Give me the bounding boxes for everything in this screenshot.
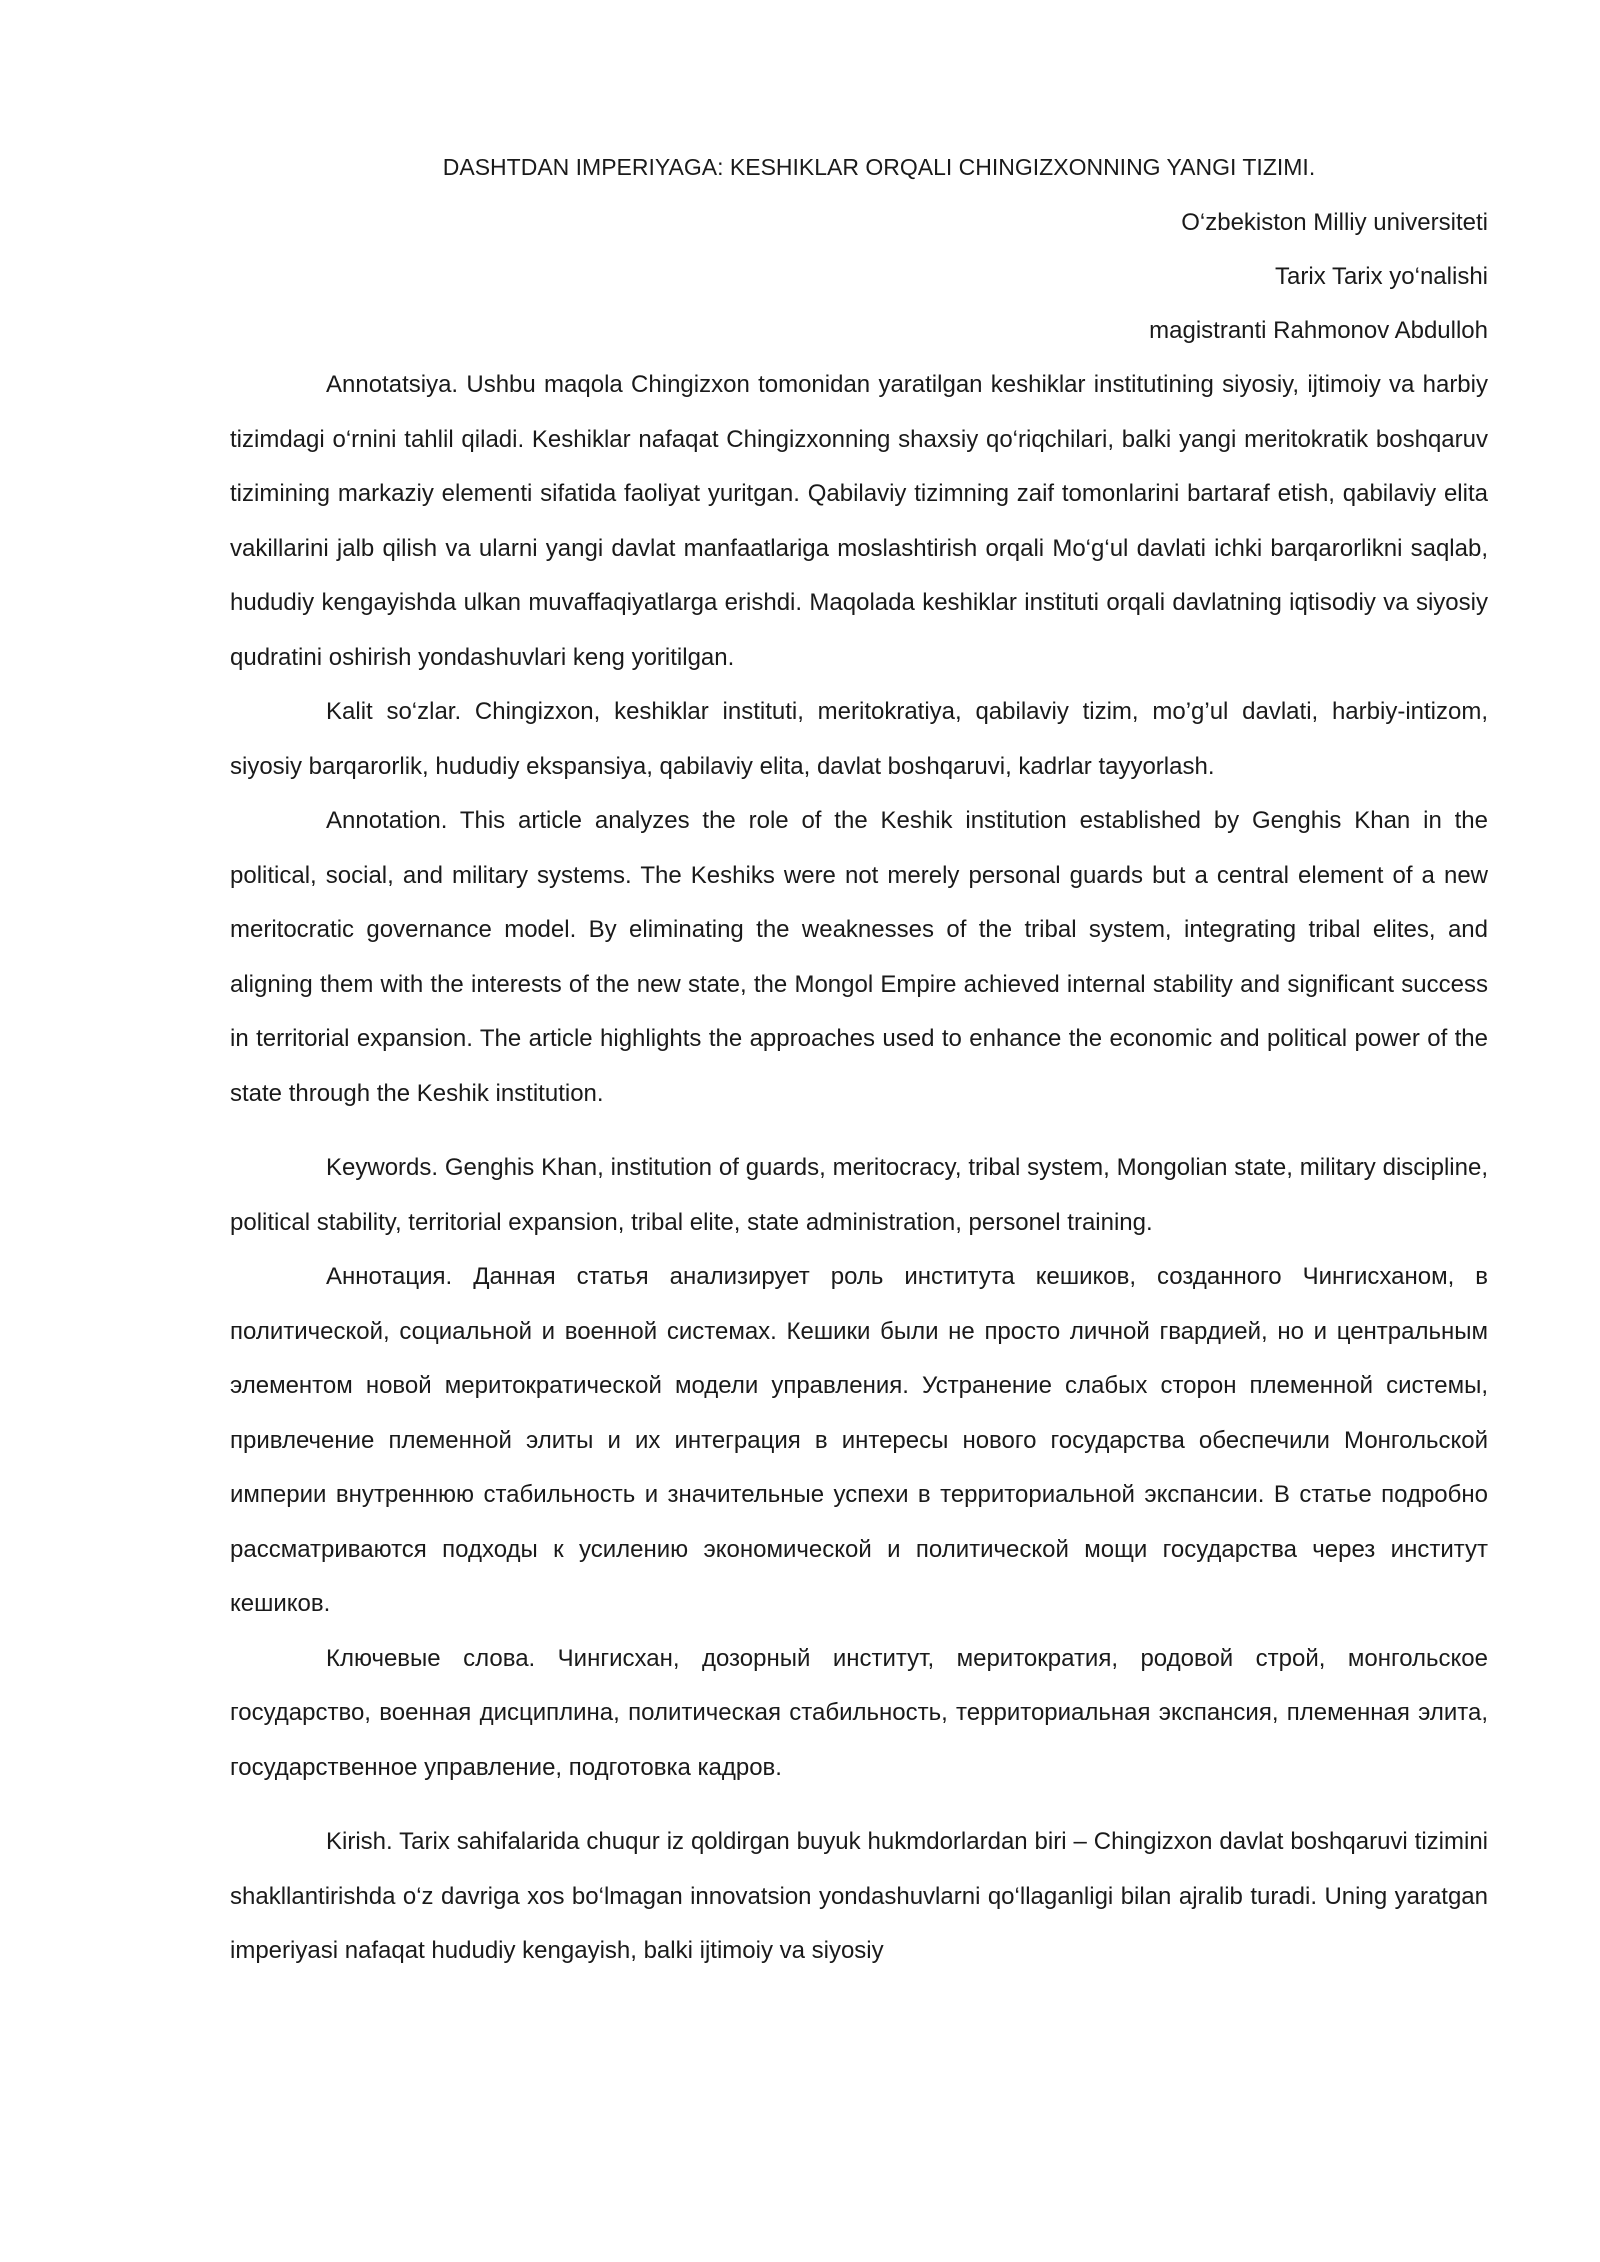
annotation-en: Annotation. This article analyzes the role of the Keshik institution established by Genghis Khan in the political, social, and military systems. The Keshiks were not merely personal guards but a central element of a new meritocratic governance model. By eliminating the weaknesses of the tribal system, integrating tribal elites, and aligning them with the interests of the new state, the Mongol Empire achieved internal stability and significant success in territorial expansion. The article highlights the approaches used to enhance the economic and political power of the state through the Keshik institution. bbox=[230, 807, 1488, 1107]
affiliation-university: O‘zbekiston Milliy universiteti bbox=[1181, 209, 1488, 236]
keywords-en: Keywords. Genghis Khan, institution of guards, meritocracy, tribal system, Mongolian state, military discipline, political stability, territorial expansion, tribal elite, state administration, personel training. bbox=[230, 1154, 1488, 1236]
keywords-ru: Ключевые слова. Чингисхан, дозорный институт, меритократия, родовой строй, монгольское государство, военная дисциплина, политическая стабильность, территориальная экспансия, племенная элита, государственное управление, подготовка кадров. bbox=[230, 1644, 1488, 1781]
annotation-uz: Annotatsiya. Ushbu maqola Chingizxon tomonidan yaratilgan keshiklar institutining siyosiy, ijtimoiy va harbiy tizimdagi o‘rnini tahlil qiladi. Keshiklar nafaqat Chingizxonning shaxsiy qo‘riqchilari, balki yangi meritokratik boshqaruv tizimining markaziy elementi sifatida faoliyat yuritgan. Qabilaviy tizimning zaif tomonlarini bartaraf etish, qabilaviy elita vakillarini jalb qilish va ularni yangi davlat manfaatlariga moslashtirish orqali Mo‘g‘ul davlati ichki barqarorlikni saqlab, hududiy kengayishda ulkan muvaffaqiyatlarga erishdi. Maqolada keshiklar instituti orqali davlatning iqtisodiy va siyosiy qudratini oshirish yondashuvlari keng yoritilgan. bbox=[230, 371, 1488, 671]
annotation-ru: Аннотация. Данная статья анализирует роль института кешиков, созданного Чингисханом, в политической, социальной и военной системах. Кешики были не просто личной гвардией, но и центральным элементом новой меритократической модели управления. Устранение слабых сторон племенной системы, привлечение племенной элиты и их интеграция в интересы нового государства обеспечили Монгольской империи внутреннюю стабильность и значительные успехи в территориальной экспансии. В статье подробно рассматриваются подходы к усилению экономической и политической мощи государства через институт кешиков. bbox=[230, 1263, 1488, 1617]
article-title: DASHTDAN IMPERIYAGA: KESHIKLAR ORQALI CHINGIZXONNING YANGI TIZIMI. bbox=[442, 154, 1316, 180]
keywords-uz: Kalit so‘zlar. Chingizxon, keshiklar instituti, meritokratiya, qabilaviy tizim, mo’g’ul davlati, harbiy-intizom, siyosiy barqarorlik, hududiy ekspansiya, qabilaviy elita, davlat boshqaruvi, kadrlar tayyorlash. bbox=[230, 698, 1488, 780]
introduction: Kirish. Tarix sahifalarida chuqur iz qoldirgan buyuk hukmdorlardan biri – Chingizxon davlat boshqaruvi tizimini shakllantirishda o‘z davriga xos bo‘lmagan innovatsion yondashuvlarni qo‘llaganligi bilan ajralib turadi. Uning yaratgan imperiyasi nafaqat hududiy kengayish, balki ijtimoiy va siyosiy bbox=[230, 1828, 1488, 1964]
affiliation-department: Tarix Tarix yo‘nalishi bbox=[1275, 263, 1488, 290]
affiliation-author: magistranti Rahmonov Abdulloh bbox=[1149, 317, 1488, 344]
